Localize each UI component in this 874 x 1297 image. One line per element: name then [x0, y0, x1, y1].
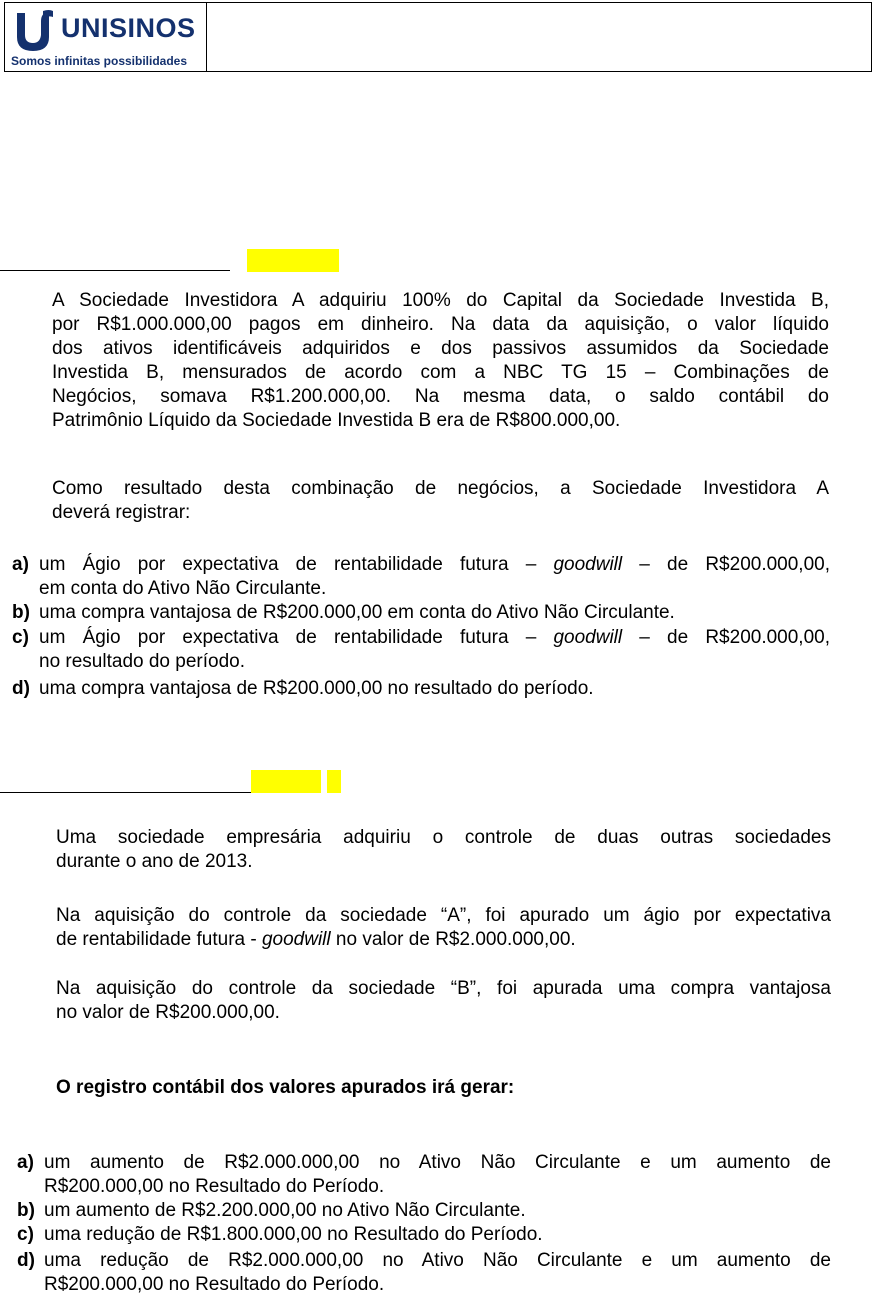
q2-option-d[interactable] [17, 1249, 831, 1297]
option-letter: c) [17, 1224, 34, 1245]
q1-stem-line: Patrimônio Líquido da Sociedade Investida B era de R$800.000,00. [52, 410, 621, 431]
option-line: um aumento de R$2.200.000,00 no Ativo Não Circulante. [44, 1200, 526, 1221]
logo-cell [5, 3, 207, 71]
q2-paragraph-3 [56, 977, 831, 1025]
q1-option-d[interactable] [12, 677, 830, 701]
option-letter: d) [17, 1250, 35, 1271]
q1-stem-line: por R$1.000.000,00 pagos em dinheiro. Na data da aquisição, o valor líquido [52, 314, 829, 335]
q1-stem [52, 289, 829, 433]
option-line: R$200.000,00 no Resultado do Período. [44, 1176, 385, 1197]
logo-name: UNISINOS [61, 13, 196, 43]
q1-highlight-mark [247, 249, 339, 272]
q2-line: de rentabilidade futura - goodwill no valor de R$2.000.000,00. [56, 929, 576, 950]
q2-line: Na aquisição do controle da sociedade “B”, foi apurada uma compra vantajosa [56, 978, 831, 999]
option-letter: b) [17, 1200, 35, 1221]
q2-line: durante o ano de 2013. [56, 851, 253, 872]
q2-paragraph-1 [56, 826, 831, 874]
logo-tagline: Somos infinitas possibilidades [11, 54, 188, 68]
q1-heading-rule [0, 270, 230, 271]
option-letter: c) [12, 627, 29, 648]
option-line: R$200.000,00 no Resultado do Período. [44, 1274, 385, 1295]
q2-highlight-mark [327, 770, 341, 793]
option-line: um aumento de R$2.000.000,00 no Ativo Não Circulante e um aumento de [44, 1152, 831, 1173]
q1-stem-line: dos ativos identificáveis adquiridos e dos passivos assumidos da Sociedade [52, 338, 829, 359]
q1-stem-line: Investida B, mensurados de acordo com a NBC TG 15 – Combinações de [52, 362, 829, 383]
option-line: uma compra vantajosa de R$200.000,00 no resultado do período. [39, 678, 594, 699]
option-line: no resultado do período. [39, 651, 245, 672]
option-line: uma redução de R$2.000.000,00 no Ativo Não Circulante e um aumento de [44, 1250, 831, 1271]
q2-line: Na aquisição do controle da sociedade “A”, foi apurado um ágio por expectativa [56, 905, 831, 926]
page-header [4, 2, 872, 72]
option-letter: d) [12, 678, 30, 699]
option-line: uma compra vantajosa de R$200.000,00 em conta do Ativo Não Circulante. [39, 602, 675, 623]
q2-option-c[interactable] [17, 1223, 831, 1247]
option-line: um Ágio por expectativa de rentabilidade futura – goodwill – de R$200.000,00, [39, 627, 830, 648]
q2-line: Uma sociedade empresária adquiriu o controle de duas outras sociedades [56, 827, 831, 848]
q1-option-a[interactable] [12, 553, 830, 601]
q2-paragraph-2 [56, 904, 831, 952]
q2-question: O registro contábil dos valores apurados irá gerar: [56, 1077, 515, 1098]
q1-option-c[interactable] [12, 626, 830, 674]
q1-stem-line: A Sociedade Investidora A adquiriu 100% do Capital da Sociedade Investida B, [52, 290, 829, 311]
q2-line: no valor de R$200.000,00. [56, 1002, 280, 1023]
q2-option-b[interactable] [17, 1199, 831, 1223]
option-line: em conta do Ativo Não Circulante. [39, 578, 327, 599]
q1-prompt-line: deverá registrar: [52, 502, 191, 523]
unisinos-logo-icon [13, 9, 55, 53]
option-letter: a) [12, 554, 29, 575]
q1-prompt-line: Como resultado desta combinação de negócios, a Sociedade Investidora A [52, 478, 829, 499]
q2-option-a[interactable] [17, 1151, 831, 1199]
option-line: um Ágio por expectativa de rentabilidade futura – goodwill – de R$200.000,00, [39, 554, 830, 575]
q1-option-b[interactable] [12, 601, 830, 625]
option-letter: a) [17, 1152, 34, 1173]
option-letter: b) [12, 602, 30, 623]
q2-highlight-mark [251, 770, 321, 793]
option-line: uma redução de R$1.800.000,00 no Resultado do Período. [44, 1224, 543, 1245]
q1-prompt [52, 477, 829, 525]
q1-stem-line: Negócios, somava R$1.200.000,00. Na mesma data, o saldo contábil do [52, 386, 829, 407]
